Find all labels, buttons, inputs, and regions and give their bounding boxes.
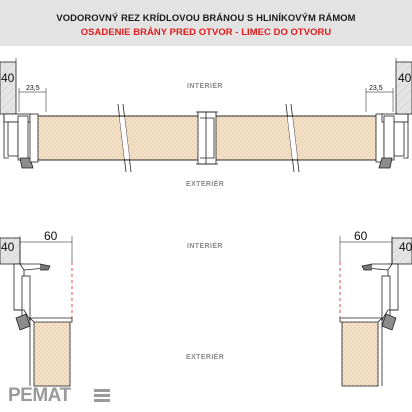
top-left-wall <box>0 58 16 114</box>
top-right-wall-dim: 40 <box>398 71 412 85</box>
top-left-frame-profile <box>4 114 33 168</box>
top-center-meeting-profile <box>196 112 218 164</box>
section-drawing <box>0 46 412 412</box>
bottom-interior-label: INTERIÉR <box>187 243 223 250</box>
bottom-left-wall-dim: 40 <box>1 240 15 254</box>
logo-wordmark: PEMAT <box>8 385 71 406</box>
top-right-offset-dim: 23,5 <box>369 85 383 92</box>
top-exterior-label: EXTERIÉR <box>186 181 225 188</box>
pemat-logo <box>8 385 112 407</box>
top-right-wall <box>396 58 412 114</box>
drawing-subtitle: OSADENIE BRÁNY PRED OTVOR - LIMEC DO OTVORU <box>80 26 332 37</box>
bottom-right-panel <box>340 318 382 386</box>
bottom-section <box>0 229 412 386</box>
top-left-panel-cap <box>30 114 38 162</box>
bottom-left-panel <box>30 318 72 386</box>
header-band <box>0 0 412 46</box>
logo-bars-icon <box>94 389 110 403</box>
bottom-right-gap-dim: 60 <box>354 229 368 243</box>
top-left-offset-dim: 23,5 <box>26 85 40 92</box>
bottom-left-gap-dim: 60 <box>44 229 58 243</box>
drawing-title: VODOROVNÝ REZ KRÍDLOVOU BRÁNOU S HLINÍKOVÝM RÁMOM <box>56 12 356 23</box>
bottom-exterior-label: EXTERIÉR <box>186 354 225 361</box>
bottom-right-wall-dim: 40 <box>399 240 412 254</box>
top-interior-label: INTERIÉR <box>187 83 223 90</box>
top-left-wall-dim: 40 <box>1 71 15 85</box>
top-section <box>0 58 412 188</box>
